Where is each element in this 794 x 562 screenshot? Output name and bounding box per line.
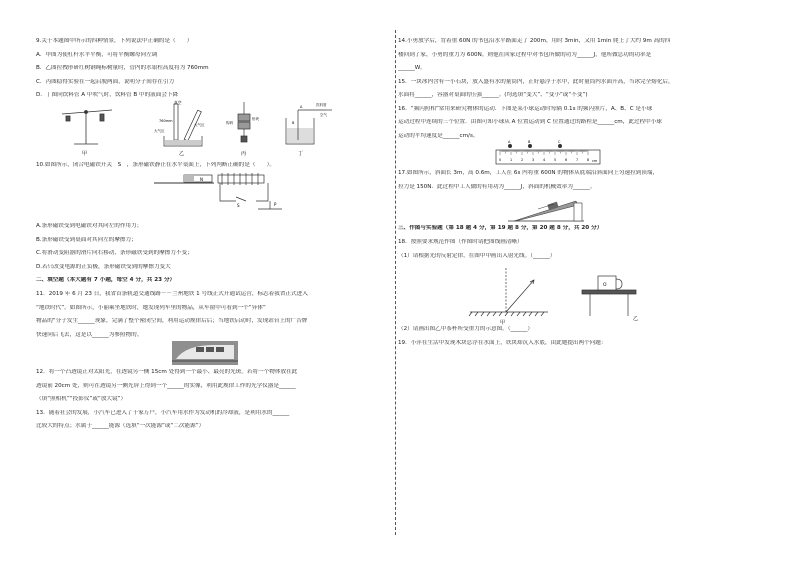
q18-figures (398, 260, 764, 326)
q12-line-3: （填“照相机”“投影仪”或“放大镜”） (36, 396, 127, 403)
q15-line-1: 15．一块冰内含有一小石块，放入盛有水的量筒内，正好悬浮于水中，此时量筒内水面升高，当冰完全熔化后， (398, 78, 674, 85)
ball-B (528, 144, 532, 148)
ruler-unit: cm (592, 159, 598, 164)
lead-block-figure (238, 102, 250, 142)
fig-label-760mm: 760mm (159, 118, 173, 123)
q9-stem: 9.关于本题图中所示的四种情景，下列说法中正确的是（ ） (36, 38, 193, 44)
fig-label-jia-mirror: 甲 (500, 320, 506, 327)
q11-line-1: 11．2019 年 6 月 23 日，我省首条轨道交通线路－－兰州地铁 1 号线正式开通试运营，标志着我省正式进入 (36, 291, 308, 298)
fig-label-ding: 丁 (298, 150, 304, 157)
q17-line-1: 17.如图所示，斜面长 3m，高 0.6m，工人在 6s 内将重 600N 的物体从底端沿斜面向上匀速拉到顶端， (398, 170, 659, 177)
fig-label-atm-2: 大气压 (194, 122, 205, 127)
ruler-number: 6 (565, 158, 568, 163)
q10-option-b: B.条形磁铁受到桌面对其向左的摩擦力； (36, 236, 137, 243)
lever-figure (62, 110, 112, 144)
q10-option-a: A.条形磁铁受到电磁铁对其向左的作用力； (36, 223, 143, 230)
q12-line-2: 透镜前 20cm 处，则可在透镜另一侧光屏上得到一个______的实像，利用此规律工作的光学仪器是______ (36, 382, 296, 389)
fig-label-qian: 铅块 (252, 116, 259, 121)
label-S: S (237, 203, 240, 209)
q17-incline-figure (398, 191, 764, 225)
q10-option-c: C.将滑动变阻器的滑片向右移动，条形磁铁受到的摩擦力不变； (36, 250, 193, 257)
fig-label-B: B (292, 120, 295, 125)
q9-option-c: C．丙图稳得实验在一起启脱两面，说明分子间存在引力 (36, 78, 175, 85)
fig-label-gouma: 钩码 (226, 120, 233, 125)
q9-figures (36, 100, 336, 162)
electromagnet-coil (218, 173, 282, 209)
q14-line-1: 14.小勇放学后，背着重 60N 的书包沿水平路面走了 200m，用时 3min，又用 1min 爬上了大约 9m 高的四 (398, 38, 671, 44)
incline-plane (514, 201, 578, 221)
fig-label-yi-cup: 乙 (633, 316, 639, 323)
q16-ruler-figure (398, 140, 764, 170)
mirror-figure (469, 268, 548, 316)
left-column (36, 38, 376, 431)
q18-stem: 18．按照要求规范作图（作图时请把图线画清晰） (398, 239, 523, 246)
fig-label-A: A (300, 104, 303, 109)
q10-stem: 10.如图所示，闭合电磁铁开关 S ，条形磁铁静止在水平桌面上，下列判断正确的是（ ）。 (36, 161, 275, 168)
cup-on-table-figure (582, 276, 636, 316)
fig-label-yi: 乙 (179, 150, 185, 157)
section-2-heading: 二、填空题（本大题有 7 小题，每空 4 分，共 23 分） (36, 277, 176, 284)
q15-line-2: 水面将______，容器对桌面的压强______。(均选填“变大”、“变小”或“不变”) (398, 92, 588, 99)
ball-A (508, 144, 512, 148)
ball-C (558, 144, 562, 148)
q10-electromagnet-figure (36, 169, 336, 223)
ruler-number: 4 (543, 158, 546, 163)
q9-option-d: D．丁图向饮料管 A 中吹气时，饮料管 B 中的液面会下降 (36, 92, 179, 99)
ball-label-B: B (528, 140, 531, 145)
q11-line-3: 物品的“分子发生______现象，完满了整个密闭空间，利用运动规律后后；当地铁启动时，发现站台上的广告牌 (36, 318, 308, 325)
label-P: P (274, 202, 277, 208)
q10-option-d: D.若只改变电源的正负极，条形磁铁受到的摩擦力变大 (36, 263, 171, 270)
section-3-heading: 三、作图与实验题（第 18 题 4 分，第 19 题 8 分，第 20 题 8 分，共 20 分） (398, 225, 603, 232)
right-column (398, 38, 764, 347)
q9-option-b: B．乙图拉拽形研红树钢绳标树量时，管内的水银柱高度将为 760mm (36, 65, 209, 72)
q12-line-1: 12．将一个凸透镜正对太阳光，在透镜另一侧 15cm 处得到一个最小、最亮的光斑。若将一个物体放在此 (36, 369, 298, 376)
q18-sub-1: （1）请根据光的反射定律，在图甲中画出入射光线。（______） (398, 252, 556, 259)
ruler-number: 5 (554, 158, 557, 163)
ruler-number: 0 (499, 158, 502, 163)
q11-metro-train-image (36, 339, 336, 369)
q9-option-a: A．甲图为使杠杆水平平衡，可将平衡螺母向左调 (36, 51, 158, 58)
q11-line-4: 快速向后飞去，这是以______为参照物的。 (36, 331, 143, 338)
q14-line-2: 楼回到了家，小勇的重力为 600N。则他在回家过程中对书包所做的功为______J，他所做总功的功率是 (398, 51, 652, 58)
q18-sub-2: （2）请画出图乙中茶杯所受重力的示意图。（______） (398, 326, 534, 333)
ruler-number: 1 (510, 158, 513, 163)
q16-line-1: 16．“频闪照相”常用来研究物体的运动．下图是某小球运动时每隔 0.1s 的频闪照片，A、B、C 是小球 (398, 105, 653, 112)
q16-line-2: 运动过程中连续的三个位置．由图可知小球从 A 位置运动到 C 位置通过的路程是______cm，此过程中小球 (398, 119, 662, 126)
q13-line-1: 13．随着社会的发展，小汽车已进入了千家万户，小汽车用水作为发动机的冷却液，是利用水的______ (36, 409, 290, 416)
ruler-number: 8 (587, 158, 590, 163)
fig-label-bing: 丙 (241, 150, 247, 157)
fig-label-vacuum: 真空 (174, 99, 182, 105)
q11-line-2: “地铁时代”。如图所示，小丽乘坐地铁时，她发现列车里的物品，从车窗中可看到一个“异体” (36, 304, 266, 311)
q16-line-3: 运动的平均速度是______cm/s。 (398, 132, 479, 139)
ruler-number: 3 (532, 158, 535, 163)
label-N: N (200, 177, 203, 183)
fig-label-jia: 甲 (82, 150, 88, 157)
column-divider (395, 30, 396, 535)
q19-stem: 19．小萍在生活中发现木块总浮在水面上，铁块却沉入水底，由此她提出两个问题： (398, 339, 607, 346)
ball-label-A: A (508, 140, 511, 145)
q14-line-3: ______W。 (398, 65, 426, 72)
fig-label-air: 空气 (320, 112, 327, 117)
ruler-number: 7 (576, 158, 579, 163)
ball-label-C: C (558, 140, 561, 145)
q17-line-2: 拉力是 150N．此过程中工人做的有用功为______J，斜面的机械效率为______。 (398, 183, 596, 190)
ruler-number: 2 (521, 158, 524, 163)
cup-label-O: O (603, 283, 607, 289)
q13-line-2: 比较大的特点；水属于______能源（选填“一次能源”或“二次能源”） (36, 423, 205, 430)
fig-label-atm: 大气压 (154, 128, 165, 133)
fig-label-straw: 饮料管 (316, 102, 327, 107)
